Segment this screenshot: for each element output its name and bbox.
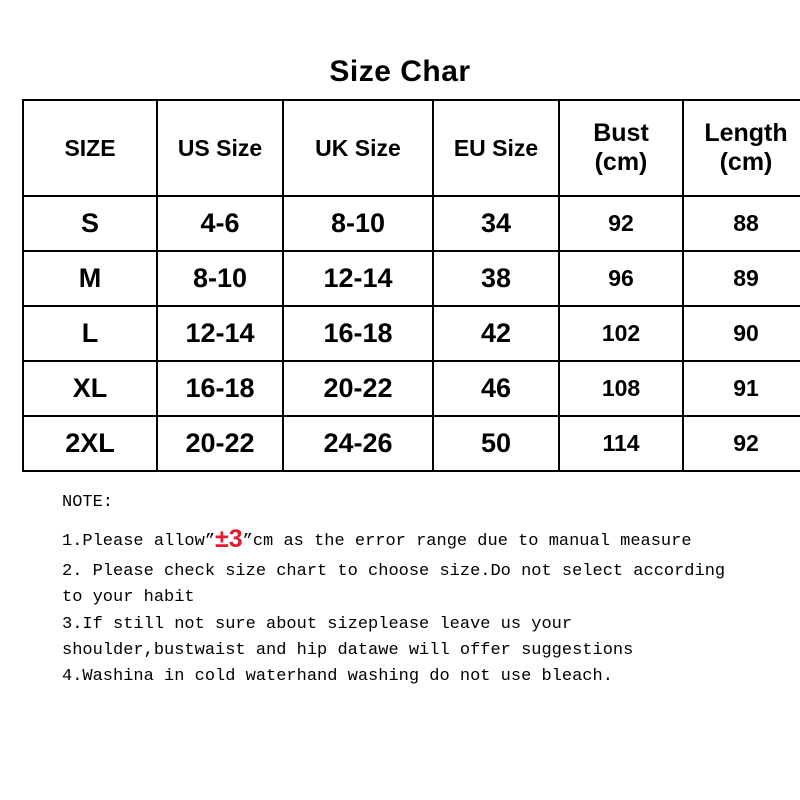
size-table-container xyxy=(0,99,800,472)
note-line-3: 3.If still not sure about sizeplease leave us your xyxy=(62,614,573,634)
note-1-tolerance: ±3 xyxy=(215,525,243,554)
cell-size: S xyxy=(23,196,157,251)
cell-size: 2XL xyxy=(23,416,157,471)
table-row xyxy=(23,361,800,416)
note-line-4: 4.Washina in cold waterhand washing do not use bleach. xyxy=(62,667,613,687)
cell-us: 16-18 xyxy=(157,361,283,416)
cell-size: L xyxy=(23,306,157,361)
cell-bust: 114 xyxy=(559,416,683,471)
column-header-uk-size xyxy=(283,100,433,196)
column-header-bust xyxy=(559,100,683,196)
cell-size: XL xyxy=(23,361,157,416)
column-header-length-label: Length xyxy=(704,119,788,148)
cell-length: 89 xyxy=(683,251,800,306)
notes-heading: NOTE: xyxy=(62,493,114,512)
column-header-length-unit: (cm) xyxy=(719,148,773,176)
cell-eu: 42 xyxy=(433,306,559,361)
column-header-size-label: SIZE xyxy=(64,134,116,161)
cell-eu: 50 xyxy=(433,416,559,471)
table-body xyxy=(23,196,800,471)
column-header-bust-unit: (cm) xyxy=(594,148,648,176)
table-header-row xyxy=(23,100,800,196)
page-title: Size Char xyxy=(329,55,471,88)
table-row xyxy=(23,251,800,306)
cell-size: M xyxy=(23,251,157,306)
column-header-bust-label: Bust xyxy=(593,119,649,148)
column-header-eu-size-label: EU Size xyxy=(453,134,539,161)
note-line-1 xyxy=(62,520,740,559)
column-header-uk-size-label: UK Size xyxy=(315,134,401,161)
cell-length: 88 xyxy=(683,196,800,251)
table-row xyxy=(23,196,800,251)
column-header-us-size-label: US Size xyxy=(177,134,263,161)
column-header-us-size xyxy=(157,100,283,196)
note-line-2-cont: to your habit xyxy=(62,588,195,608)
table-row xyxy=(23,306,800,361)
table-row xyxy=(23,416,800,471)
cell-bust: 96 xyxy=(559,251,683,306)
cell-eu: 46 xyxy=(433,361,559,416)
size-table xyxy=(22,99,800,472)
note-1-prefix: 1.Please allow” xyxy=(62,532,216,552)
column-header-eu-size xyxy=(433,100,559,196)
cell-uk: 20-22 xyxy=(283,361,433,416)
cell-length: 90 xyxy=(683,306,800,361)
column-header-size xyxy=(23,100,157,196)
notes-section xyxy=(0,472,800,691)
cell-uk: 12-14 xyxy=(283,251,433,306)
cell-us: 12-14 xyxy=(157,306,283,361)
table-header xyxy=(23,100,800,196)
cell-eu: 38 xyxy=(433,251,559,306)
cell-bust: 92 xyxy=(559,196,683,251)
note-line-2: 2. Please check size chart to choose size.Do not select according xyxy=(62,562,726,582)
cell-uk: 24-26 xyxy=(283,416,433,471)
cell-bust: 102 xyxy=(559,306,683,361)
note-line-3-cont: shoulder,bustwaist and hip datawe will offer suggestions xyxy=(62,641,634,661)
cell-length: 92 xyxy=(683,416,800,471)
cell-uk: 16-18 xyxy=(283,306,433,361)
cell-eu: 34 xyxy=(433,196,559,251)
cell-us: 8-10 xyxy=(157,251,283,306)
cell-length: 91 xyxy=(683,361,800,416)
cell-uk: 8-10 xyxy=(283,196,433,251)
note-1-suffix: ”cm as the error range due to manual measure xyxy=(242,532,692,552)
cell-us: 4-6 xyxy=(157,196,283,251)
column-header-length xyxy=(683,100,800,196)
cell-bust: 108 xyxy=(559,361,683,416)
cell-us: 20-22 xyxy=(157,416,283,471)
